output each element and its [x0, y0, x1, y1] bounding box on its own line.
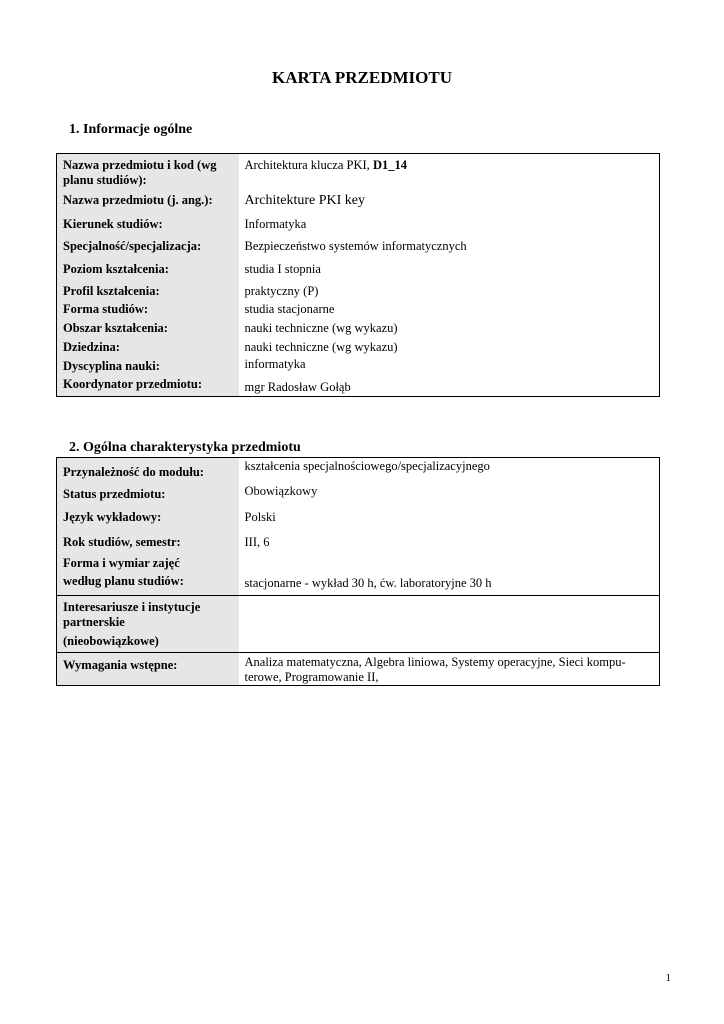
specialty-value: Bezpieczeństwo systemów informatycznych	[239, 234, 660, 257]
status-value: Obowiązkowy	[239, 482, 660, 505]
course-name-text: Architektura klucza PKI,	[244, 158, 373, 172]
table-row	[57, 257, 660, 280]
section-heading-characteristics: 2. Ogólna charakterystyka przedmiotu	[69, 440, 301, 455]
level-value: studia I stopnia	[239, 257, 660, 280]
module-label: Przynależność do modułu:	[57, 458, 239, 482]
course-name-value	[239, 154, 660, 190]
section-heading-general-info: 1. Informacje ogólne	[69, 122, 193, 137]
level-label: Poziom kształcenia:	[57, 257, 239, 280]
field-value: nauki techniczne (wg wykazu)	[239, 337, 660, 356]
requirements-label: Wymagania wstępne:	[57, 653, 239, 686]
page-title: KARTA PRZEDMIOTU	[272, 68, 452, 87]
classes-label-line-2: według planu studiów:	[63, 573, 184, 588]
table-row	[57, 458, 660, 482]
table-row	[57, 337, 660, 356]
classes-value	[239, 553, 660, 596]
table-row	[57, 375, 660, 397]
requirements-value-line-1: Analiza matematyczna, Algebra liniowa, Systemy operacyjne, Sieci kompu-	[244, 655, 626, 669]
year-label: Rok studiów, semestr:	[57, 533, 239, 553]
profile-label: Profil kształcenia:	[57, 280, 239, 299]
language-value: Polski	[239, 505, 660, 533]
year-value: III, 6	[239, 533, 660, 553]
discipline-value: informatyka	[239, 356, 660, 375]
profile-value: praktyczny (P)	[239, 280, 660, 299]
direction-label: Kierunek studiów:	[57, 212, 239, 234]
table-row	[57, 318, 660, 337]
area-label: Obszar kształcenia:	[57, 318, 239, 337]
requirements-value-line-2: terowe, Programowanie II,	[244, 670, 379, 684]
classes-label-line-1: Forma i wymiar zajęć	[63, 555, 180, 570]
requirements-value	[239, 653, 660, 686]
form-label: Forma studiów:	[57, 299, 239, 318]
characteristics-table	[56, 457, 660, 686]
classes-label	[57, 553, 239, 596]
field-label: Dziedzina:	[57, 337, 239, 356]
table-row	[57, 505, 660, 533]
table-row	[57, 533, 660, 553]
english-name-label: Nazwa przedmiotu (j. ang.):	[57, 190, 239, 212]
table-row	[57, 154, 660, 190]
module-value: kształcenia specjalnościowego/specjalizacyjnego	[239, 458, 660, 482]
discipline-label: Dyscyplina nauki:	[57, 356, 239, 375]
table-row	[57, 653, 660, 686]
course-code: D1_14	[372, 158, 407, 172]
table-row	[57, 280, 660, 299]
language-label: Język wykładowy:	[57, 505, 239, 533]
stakeholders-label-line-2: (nieobowiązkowe)	[63, 634, 159, 648]
stakeholders-label-line-1: Interesariusze i instytucje partnerskie	[63, 600, 201, 629]
table-row	[57, 212, 660, 234]
course-name-label: Nazwa przedmiotu i kod (wg planu studiów):	[57, 154, 239, 190]
classes-value-text: stacjonarne - wykład 30 h, ćw. laboratoryjne 30 h	[244, 576, 492, 590]
table-row	[57, 553, 660, 596]
form-value: studia stacjonarne	[239, 299, 660, 318]
table-row	[57, 482, 660, 505]
stakeholders-value	[239, 596, 660, 653]
direction-value: Informatyka	[239, 212, 660, 234]
coordinator-label: Koordynator przedmiotu:	[57, 375, 239, 397]
general-info-table	[56, 153, 660, 397]
table-row	[57, 299, 660, 318]
area-value: nauki techniczne (wg wykazu)	[239, 318, 660, 337]
table-row	[57, 596, 660, 653]
status-label: Status przedmiotu:	[57, 482, 239, 505]
specialty-label: Specjalność/specjalizacja:	[57, 234, 239, 257]
table-row	[57, 356, 660, 375]
stakeholders-label	[57, 596, 239, 653]
table-row	[57, 234, 660, 257]
coordinator-value: mgr Radosław Gołąb	[239, 375, 660, 397]
table-row	[57, 190, 660, 212]
page-number: 1	[665, 972, 671, 984]
english-name-value: Architekture PKI key	[239, 190, 660, 212]
